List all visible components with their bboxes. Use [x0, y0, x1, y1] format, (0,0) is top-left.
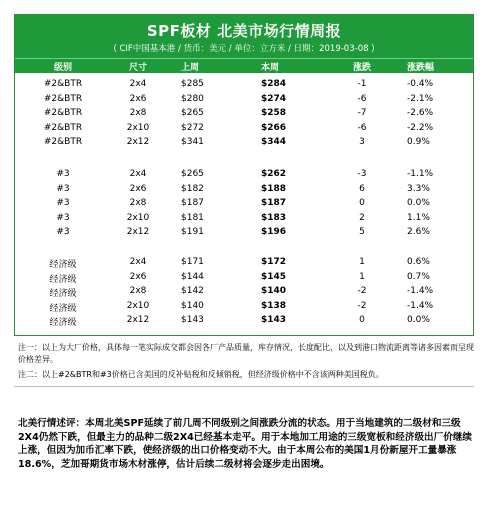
table-row: [15, 212, 473, 226]
cell-grade: #3: [56, 227, 70, 238]
cell-size: 2x8: [129, 198, 147, 209]
cell-size: 2x10: [126, 212, 150, 223]
cell-change-pct: 2.6%: [407, 227, 430, 238]
cell-change: 6: [359, 183, 365, 194]
cell-this-week: $187: [261, 198, 287, 209]
table-row: [15, 197, 473, 211]
cell-change-pct: -2.6%: [407, 108, 434, 119]
cell-change-pct: -2.2%: [407, 122, 434, 133]
cell-grade: #3: [56, 198, 70, 209]
cell-this-week: $145: [261, 271, 287, 282]
cell-change-pct: 0.0%: [407, 315, 430, 326]
table-row: [15, 271, 473, 285]
cell-change: 0: [359, 198, 365, 209]
cell-change-pct: -2.1%: [407, 93, 434, 104]
cell-size: 2x6: [129, 93, 147, 104]
cell-this-week: $140: [261, 286, 287, 297]
cell-this-week: $266: [261, 122, 287, 133]
divider: [14, 386, 474, 387]
cell-grade: #3: [56, 169, 70, 179]
page-subtitle: ( CIF中国基本港 / 货币：美元 / 单位：立方米 / 日期：2019-03-08 ): [113, 44, 375, 54]
cell-size: 2x6: [129, 183, 147, 194]
table-row: [15, 226, 473, 240]
cell-change: -7: [357, 108, 367, 119]
cell-this-week: $172: [261, 257, 287, 267]
cell-last-week: $280: [181, 93, 204, 104]
cell-grade: 经济级: [49, 289, 77, 300]
cell-size: 2x12: [126, 315, 150, 326]
cell-last-week: $144: [181, 271, 204, 282]
cell-this-week: $262: [261, 169, 287, 179]
cell-change-pct: 1.1%: [407, 212, 430, 223]
cell-change: 1: [359, 257, 365, 267]
cell-grade: #2&BTR: [43, 122, 83, 133]
cell-change-pct: -1.4%: [407, 286, 434, 297]
table-row: [15, 107, 473, 121]
table-row: [15, 256, 473, 270]
cell-size: 2x8: [129, 108, 147, 119]
cell-grade: 经济级: [49, 260, 77, 270]
cell-this-week: $188: [261, 183, 287, 194]
cell-size: 2x10: [126, 300, 150, 311]
cell-last-week: $140: [181, 300, 204, 311]
cell-grade: #2&BTR: [43, 79, 83, 89]
cell-last-week: $171: [181, 257, 204, 267]
note-2: 注二：以上#2&BTR和#3价格已含美国的反补贴税和反倾销税，但经济级价格中不含该两种美国税负。: [18, 370, 384, 379]
cell-this-week: $143: [261, 315, 287, 326]
cell-last-week: $181: [181, 212, 204, 223]
cell-last-week: $187: [181, 198, 204, 209]
cell-grade: 经济级: [49, 318, 77, 329]
cell-this-week: $183: [261, 212, 287, 223]
col-change-pct: 涨跌幅: [407, 63, 435, 73]
cell-last-week: $272: [181, 122, 204, 133]
cell-size: 2x8: [129, 286, 147, 297]
cell-change-pct: 0.0%: [407, 198, 430, 209]
table-row: [15, 183, 473, 197]
table-row: [15, 285, 473, 299]
cell-size: 2x12: [126, 227, 150, 238]
cell-this-week: $196: [261, 227, 287, 238]
cell-change-pct: 0.6%: [407, 257, 430, 267]
col-change: 涨跌: [352, 63, 371, 73]
cell-this-week: $274: [261, 93, 287, 104]
note-1: 注一：以上为大厂价格，具体每一笔实际成交都会因各厂产品质量，库存情况，长度配比，以及到港口物流距离等诸多因素而呈现价格差异。: [18, 343, 474, 364]
cell-grade: #2&BTR: [43, 93, 83, 104]
cell-change: -6: [357, 122, 367, 133]
cell-change: 5: [359, 227, 365, 238]
cell-grade: 经济级: [49, 274, 77, 285]
cell-change: 0: [359, 315, 365, 326]
cell-change: -2: [357, 300, 367, 311]
cell-last-week: $265: [181, 169, 204, 179]
col-this-week: 本周: [261, 63, 280, 73]
column-headers: [15, 58, 473, 73]
cell-change: -1: [357, 79, 367, 89]
cell-grade: #3: [56, 183, 70, 194]
cell-change-pct: 0.7%: [407, 271, 430, 282]
cell-this-week: $344: [261, 137, 287, 148]
cell-last-week: $182: [181, 183, 204, 194]
cell-last-week: $142: [181, 286, 204, 297]
cell-change: -3: [357, 169, 367, 179]
cell-change-pct: -1.4%: [407, 300, 434, 311]
page-title: SPF板材 北美市场行情周报: [146, 22, 342, 40]
price-table: [14, 14, 474, 336]
cell-grade: 经济级: [49, 303, 77, 314]
cell-last-week: $265: [181, 108, 204, 119]
cell-change-pct: -0.4%: [407, 79, 434, 89]
cell-last-week: $341: [181, 137, 204, 148]
cell-size: 2x12: [126, 137, 150, 148]
table-header: [15, 15, 473, 58]
cell-change-pct: 0.9%: [407, 137, 430, 148]
table-row: [15, 122, 473, 136]
cell-this-week: $284: [261, 79, 287, 89]
cell-last-week: $285: [181, 79, 204, 89]
table-row: [15, 93, 473, 107]
cell-change: 1: [359, 271, 365, 282]
cell-this-week: $258: [261, 108, 287, 119]
cell-size: 2x4: [129, 169, 147, 179]
cell-grade: #2&BTR: [43, 108, 83, 119]
col-last-week: 上周: [181, 63, 200, 73]
cell-size: 2x6: [129, 271, 147, 282]
col-grade: 级别: [53, 63, 72, 73]
cell-size: 2x10: [126, 122, 150, 133]
table-row: [15, 136, 473, 150]
table-row: [15, 78, 473, 92]
cell-change-pct: 3.3%: [407, 183, 430, 194]
col-size: 尺寸: [128, 63, 147, 73]
cell-change: -6: [357, 93, 367, 104]
cell-last-week: $143: [181, 315, 204, 326]
cell-change-pct: -1.1%: [407, 169, 434, 179]
table-row: [15, 314, 473, 328]
cell-grade: #3: [56, 212, 70, 223]
table-row: [15, 168, 473, 182]
cell-size: 2x4: [129, 79, 147, 89]
cell-change: 3: [359, 137, 365, 148]
cell-size: 2x4: [129, 257, 147, 267]
cell-change: -2: [357, 286, 367, 297]
cell-this-week: $138: [261, 300, 287, 311]
cell-change: 2: [359, 212, 365, 223]
cell-last-week: $191: [181, 227, 204, 238]
table-row: [15, 300, 473, 314]
market-commentary: 北美行情述评：本周北美SPF延续了前几周不同级别之间涨跌分流的状态。用于当地建筑的二级材和三级2X4仍然下跌，但最主力的品种二级2X4已经基本走平。用于本地加工用途的三级宽板和经济级出厂价继续上涨，但因为加币汇率下跌，使经济级的出口价格变动不大。由于本周公布的美国1月份新屋开工量暴涨18.6%，芝加哥期货市场木材涨停，估计后续二级材将会逐步走出困境。: [18, 418, 473, 470]
cell-grade: #2&BTR: [43, 137, 83, 148]
